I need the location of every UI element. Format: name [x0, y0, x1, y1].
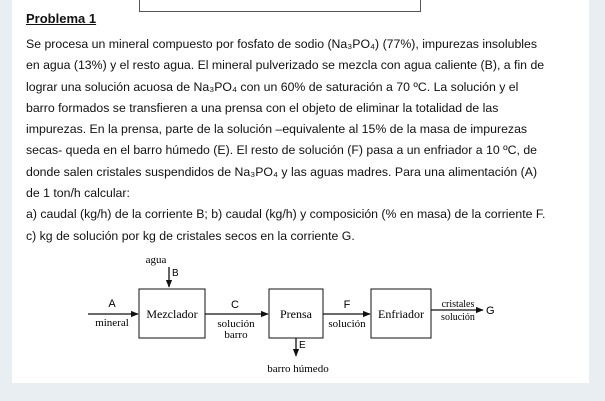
process-diagram	[86, 252, 516, 382]
statement-line: impurezas. En la prensa, parte de la solución –equivalente al 15% de la masa de impurezas	[26, 122, 528, 137]
question-c: c) kg de solución por kg de cristales secos en la corriente G.	[26, 228, 355, 243]
stream-e-label: barro húmedo	[267, 363, 329, 375]
statement-line: Se procesa un mineral compuesto por fosfato de sodio (Na₃PO₄) (77%), impurezas insolubles	[26, 37, 538, 51]
question-a-b: a) caudal (kg/h) de la corriente B; b) caudal (kg/h) y composición (% en masa) de la corriente F.	[26, 207, 546, 222]
stream-b-label: agua	[145, 254, 167, 266]
stream-g-letter: G	[486, 305, 495, 317]
problem-statement	[26, 34, 564, 247]
stream-a-label: mineral	[95, 317, 129, 329]
stream-f-label: solución	[328, 318, 366, 330]
mixer-label: Mezclador	[146, 307, 198, 321]
stream-c-letter: C	[231, 299, 239, 311]
stream-c-label-2: barro	[224, 329, 248, 341]
top-box	[139, 0, 421, 12]
stream-g-label-2: solución	[441, 312, 475, 323]
statement-line: barro formados se transfieren a una prensa con el objeto de eliminar la totalidad de las	[26, 100, 499, 115]
stream-g-label-1: cristales	[441, 299, 475, 310]
statement-line: en agua (13%) y el resto agua. El mineral pulverizado se mezcla con agua caliente (B), a fin de	[26, 58, 545, 73]
cooler-label: Enfriador	[378, 307, 424, 321]
problem-title: Problema 1	[26, 11, 97, 26]
statement-line: lograr una solución acuosa de Na₃PO₄ con un 60% de saturación a 70 ºC. La solución y el	[26, 79, 519, 94]
press-label: Prensa	[280, 307, 312, 321]
stream-f-letter: F	[343, 299, 351, 311]
statement-line: donde salen cristales suspendidos de Na₃PO₄ y las aguas madres. Para una alimentación (A)	[26, 164, 538, 179]
statement-line: secas- queda en el barro húmedo (E). El resto de solución (F) pasa a un enfriador a 10 ºC, de	[26, 143, 537, 158]
stream-a-letter: A	[108, 298, 116, 310]
stream-e-letter: E	[299, 340, 306, 351]
stream-c-label-1: solución	[217, 318, 255, 330]
statement-line: de 1 ton/h calcular:	[26, 186, 130, 201]
stream-b-letter: B	[172, 268, 179, 279]
